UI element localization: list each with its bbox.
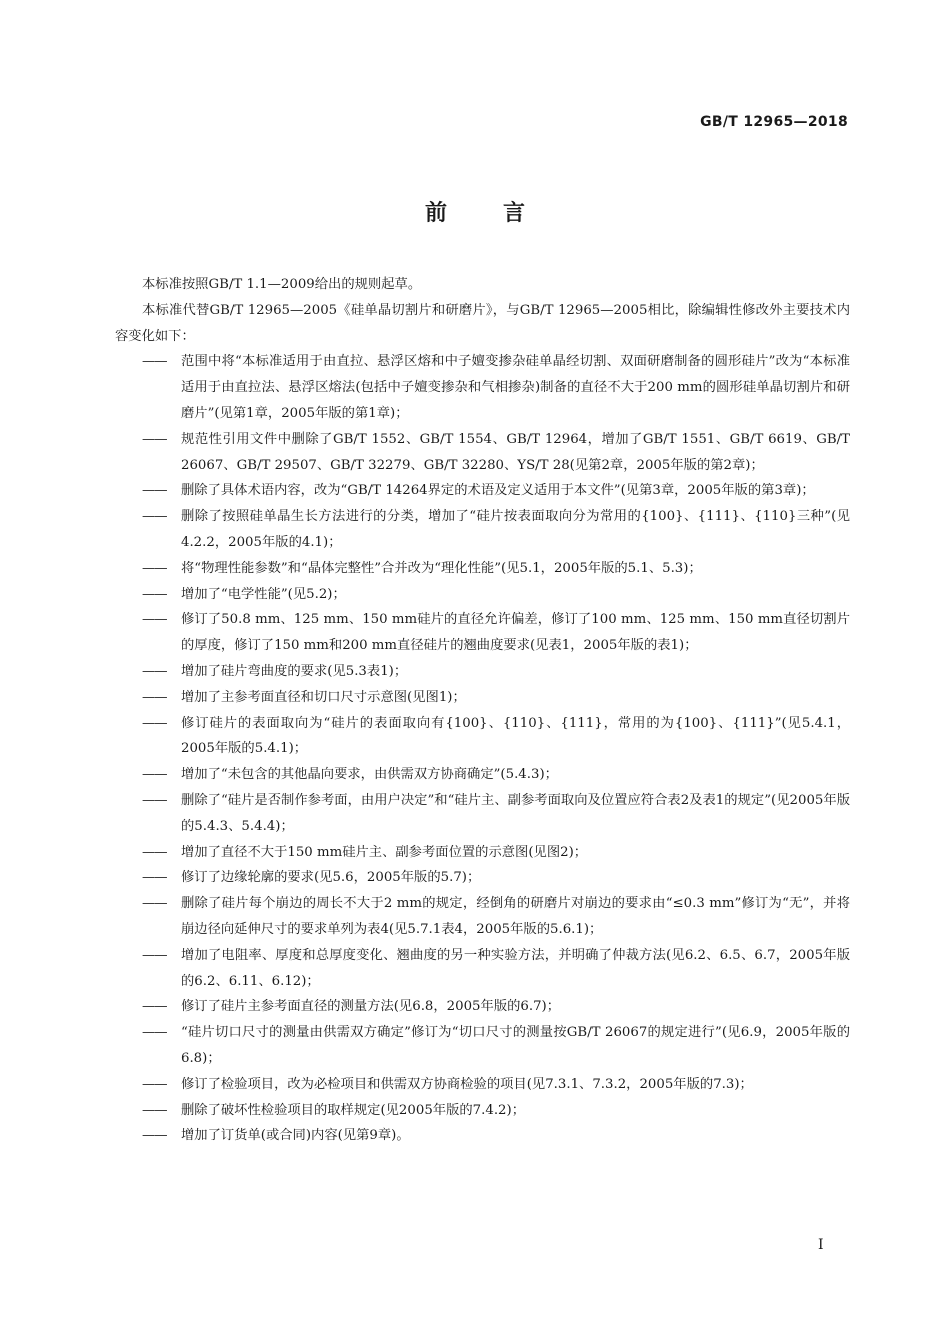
change-item-text: 规范性引用文件中删除了GB/T 1552、GB/T 1554、GB/T 12964，增加了GB/T 1551、GB/T 6619、GB/T 26067、GB/T 29507、GB/T 32279、GB/T 32280、YS/T 28(见第2章，2005年版的第2章)； <box>181 431 850 473</box>
dash-marker: —— <box>142 947 167 963</box>
change-item-text: 删除了按照硅单晶生长方法进行的分类，增加了“硅片按表面取向分为常用的{100}、{111}、{110}三种”(见4.2.2，2005年版的4.1)； <box>181 509 850 550</box>
change-item <box>115 349 850 426</box>
dash-marker: —— <box>142 715 167 731</box>
dash-marker: —— <box>142 612 167 628</box>
change-item-text: 修订了检验项目，改为必检项目和供需双方协商检验的项目(见7.3.1、7.3.2，2005年版的7.3)； <box>181 1076 753 1092</box>
dash-marker: —— <box>142 483 167 499</box>
change-item-text: 增加了“电学性能”(见5.2)； <box>181 586 346 602</box>
dash-marker: —— <box>142 586 167 602</box>
dash-marker: —— <box>142 560 167 576</box>
dash-marker: —— <box>142 689 167 705</box>
change-item-text: 将“物理性能参数”和“晶体完整性”合并改为“理化性能”(见5.1，2005年版的5.1、5.3)； <box>181 560 702 576</box>
dash-marker: —— <box>142 663 167 679</box>
change-item-text: 增加了直径不大于150 mm硅片主、副参考面位置的示意图(见图2)； <box>181 844 588 860</box>
change-item <box>115 582 850 608</box>
change-item-text: 删除了具体术语内容，改为“GB/T 14264界定的术语及定义适用于本文件”(见第3章，2005年版的第3章)； <box>181 483 815 499</box>
change-item-text: 增加了电阻率、厚度和总厚度变化、翘曲度的另一种实验方法，并明确了仲裁方法(见6.2、6.5、6.7，2005年版的6.2、6.11、6.12)； <box>181 947 850 989</box>
change-item <box>115 788 850 840</box>
dash-marker: —— <box>142 354 167 370</box>
change-item <box>115 685 850 711</box>
change-item-text: 增加了主参考面直径和切口尺寸示意图(见图1)； <box>181 689 466 705</box>
dash-marker: —— <box>142 767 167 783</box>
change-item <box>115 943 850 995</box>
change-item-text: 范围中将“本标准适用于由直拉、悬浮区熔和中子嬗变掺杂硅单晶经切割、双面研磨制备的圆形硅片”改为“本标准适用于由直拉法、悬浮区熔法(包括中子嬗变掺杂和气相掺杂)制备的直径不大于200 mm的圆形硅单晶切割片和研磨片”(见第1章，2005年版的第1章)； <box>181 354 850 421</box>
dash-marker: —— <box>142 431 167 447</box>
change-item-text: 修订硅片的表面取向为“硅片的表面取向有{100}、{110}、{111}，常用的为{100}、{111}”(见5.4.1，2005年版的5.4.1)； <box>181 715 850 757</box>
change-item <box>115 607 850 659</box>
change-item <box>115 478 850 504</box>
dash-marker: —— <box>142 896 167 912</box>
dash-marker: —— <box>142 1102 167 1118</box>
foreword-body <box>115 272 850 1149</box>
page-title: 前言 <box>424 201 581 226</box>
change-item <box>115 1123 850 1149</box>
change-item <box>115 1072 850 1098</box>
change-item <box>115 762 850 788</box>
change-item-text: 增加了订货单(或合同)内容(见第9章)。 <box>181 1128 410 1144</box>
dash-marker: —— <box>142 509 167 525</box>
dash-marker: —— <box>142 1128 167 1144</box>
change-item <box>115 427 850 479</box>
change-item <box>115 659 850 685</box>
change-item-text: 删除了“硅片是否制作参考面，由用户决定”和“硅片主、副参考面取向及位置应符合表2及表1的规定”(见2005年版的5.4.3、5.4.4)； <box>181 792 850 834</box>
change-item-text: 修订了边缘轮廓的要求(见5.6，2005年版的5.7)； <box>181 870 481 886</box>
change-item <box>115 1098 850 1124</box>
change-item-text: 增加了“未包含的其他晶向要求，由供需双方协商确定”(5.4.3)； <box>181 767 558 783</box>
change-item-text: 删除了硅片每个崩边的周长不大于2 mm的规定，经倒角的研磨片对崩边的要求由“≤0.3 mm”修订为“无”，并将崩边径向延伸尺寸的要求单列为表4(见5.7.1表4，2005年版的5.6.1)； <box>181 896 850 937</box>
change-item-text: 修订了50.8 mm、125 mm、150 mm硅片的直径允许偏差，修订了100 mm、125 mm、150 mm直径切割片的厚度，修订了150 mm和200 mm直径硅片的翘曲度要求(见表1，2005年版的表1)； <box>181 612 850 654</box>
dash-marker: —— <box>142 999 167 1015</box>
change-item <box>115 994 850 1020</box>
change-item-text: 删除了破坏性检验项目的取样规定(见2005年版的7.4.2)； <box>181 1102 525 1118</box>
change-item-text: “硅片切口尺寸的测量由供需双方确定”修订为“切口尺寸的测量按GB/T 26067的规定进行”(见6.9，2005年版的6.8)； <box>181 1025 850 1066</box>
dash-marker: —— <box>142 870 167 886</box>
replacement-paragraph: 本标准代替GB/T 12965—2005《硅单晶切割片和研磨片》，与GB/T 12965—2005相比，除编辑性修改外主要技术内容变化如下： <box>115 302 850 344</box>
intro-paragraph: 本标准按照GB/T 1.1—2009给出的规则起草。 <box>142 277 422 292</box>
dash-marker: —— <box>142 844 167 860</box>
change-item <box>115 1020 850 1072</box>
change-item <box>115 711 850 763</box>
change-item <box>115 556 850 582</box>
dash-marker: —— <box>142 1076 167 1092</box>
page-number: I <box>818 1237 824 1253</box>
change-item <box>115 504 850 556</box>
change-item <box>115 865 850 891</box>
dash-marker: —— <box>142 792 167 808</box>
change-item-text: 增加了硅片弯曲度的要求(见5.3表1)； <box>181 663 408 679</box>
dash-marker: —— <box>142 1025 167 1041</box>
change-item <box>115 891 850 943</box>
change-item-text: 修订了硅片主参考面直径的测量方法(见6.8，2005年版的6.7)； <box>181 999 561 1015</box>
standard-number: GB/T 12965—2018 <box>700 114 848 130</box>
change-item <box>115 840 850 866</box>
